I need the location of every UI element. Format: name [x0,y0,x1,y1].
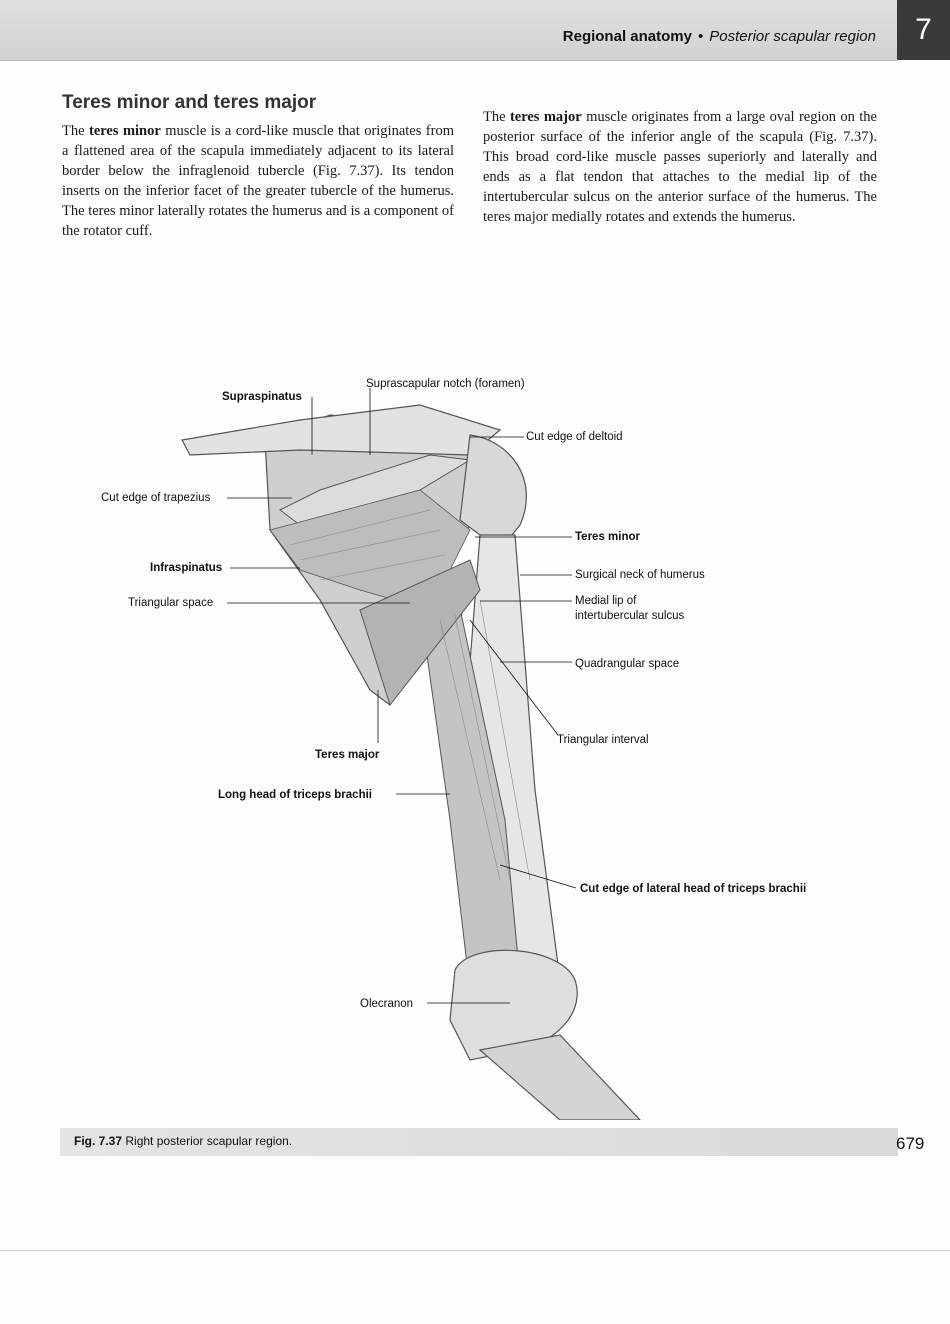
forearm-shape [480,1035,640,1120]
label-supraspinatus: Supraspinatus [222,391,302,403]
label-long-head-triceps: Long head of triceps brachii [218,789,372,801]
header-separator: • [697,28,704,45]
caption-fig-label: Fig. 7.37 [74,1134,123,1148]
label-cut-edge-trapezius: Cut edge of trapezius [101,492,211,504]
label-cut-edge-lateral-head: Cut edge of lateral head of triceps brachii [580,883,807,895]
caption-text: Right posterior scapular region. [125,1134,293,1148]
bottom-rule [0,1250,950,1251]
humeral-head-shape [460,435,526,550]
label-teres-minor: Teres minor [575,531,640,543]
label-medial-lip-line1: Medial lip of [575,595,637,607]
text-run: The [62,123,89,139]
label-triangular-interval: Triangular interval [557,734,649,746]
label-teres-major: Teres major [315,749,380,761]
text-run: The [483,109,510,125]
label-infraspinatus: Infraspinatus [150,562,223,574]
label-medial-lip-line2: intertubercular sulcus [575,610,685,622]
figure-caption [74,1134,292,1148]
posterior-scapular-illustration [0,360,950,1120]
figure-7-37 [0,360,950,1120]
header-subsection: Posterior scapular region [709,28,876,45]
term-teres-major: teres major [509,109,582,125]
teres-major-paragraph [483,107,877,227]
label-quadrangular-space: Quadrangular space [575,658,680,670]
term-teres-minor: teres minor [88,123,161,139]
section-heading: Teres minor and teres major [62,92,317,113]
acromion-shape [182,405,500,455]
label-olecranon: Olecranon [360,998,414,1010]
chapter-number-tab: 7 [897,0,950,60]
text-run: muscle originates from a large oval region on the posterior surface of the inferior angle of the scapula (Fig. 7.37). This broad cord-like muscle passes superiorly and laterally and ends as a flat tendon that attaches to the medial lip of the intertubercular sulcus on the anterior surface of the humerus. The teres major medially rotates and extends the humerus. [483,109,877,225]
header-section: Regional anatomy [562,28,692,45]
text-run: muscle is a cord-like muscle that originates from a flattened area of the scapula immediately adjacent to its lateral border below the infraglenoid tubercle (Fig. 7.37). Its tendon inserts on the inferior facet of the greater tubercle of the humerus. The teres minor laterally rotates the humerus and is a component of the rotator cuff. [62,123,454,239]
label-cut-edge-deltoid: Cut edge of deltoid [526,431,623,443]
label-surgical-neck: Surgical neck of humerus [575,569,705,581]
running-header-text [563,28,876,45]
page-number: 679 [896,1134,925,1153]
teres-minor-paragraph [62,121,454,241]
label-triangular-space: Triangular space [128,597,214,609]
label-suprascapular-notch: Suprascapular notch (foramen) [366,378,525,390]
